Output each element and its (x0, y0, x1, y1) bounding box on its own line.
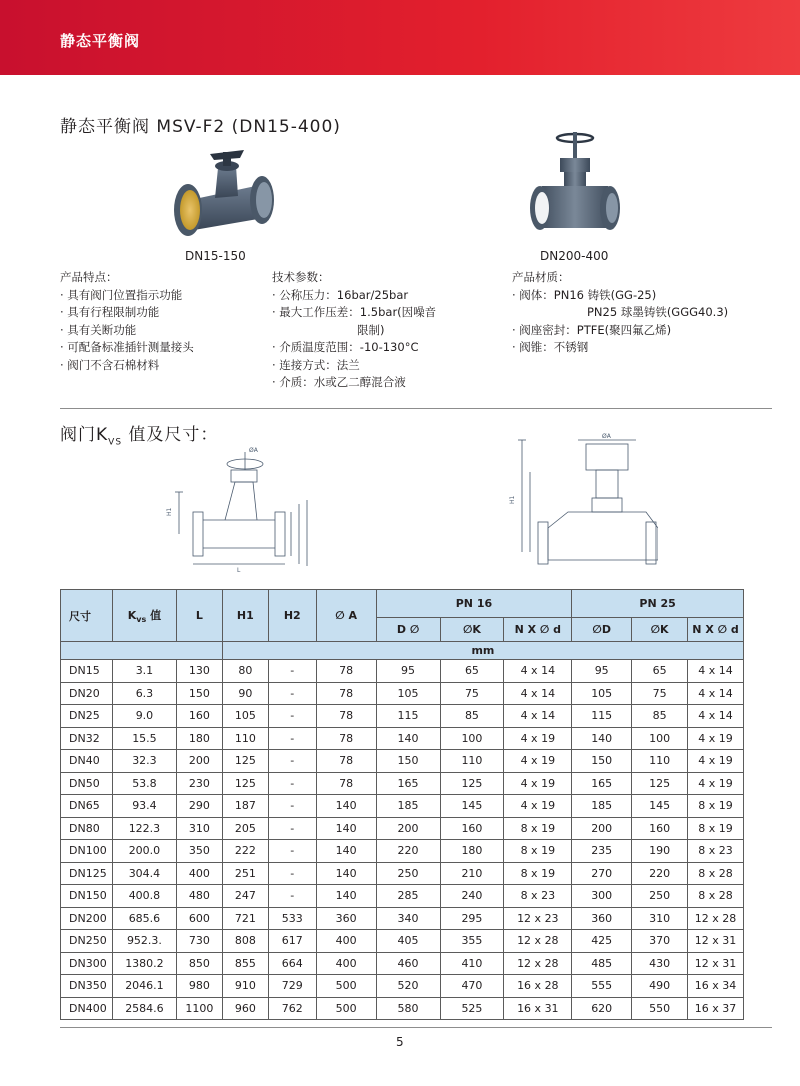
table-row (61, 660, 744, 683)
table-cell: 65 (440, 660, 504, 683)
table-cell: 730 (176, 930, 222, 953)
table-cell: 78 (316, 682, 376, 705)
table-cell: 110 (632, 750, 688, 773)
table-cell: DN40 (61, 750, 113, 773)
table-cell: 165 (376, 772, 440, 795)
feature-item: · 具有阀门位置指示功能 (60, 287, 183, 302)
table-cell: 310 (632, 907, 688, 930)
table-cell: - (268, 772, 316, 795)
section-title: 静态平衡阀 (60, 32, 141, 50)
product-title: 静态平衡阀 MSV-F2 (DN15-400) (60, 117, 341, 137)
table-cell: 78 (316, 727, 376, 750)
table-cell: 85 (632, 705, 688, 728)
svg-text:ØA: ØA (249, 447, 258, 454)
table-cell: 78 (316, 772, 376, 795)
col-n25-header: N X ∅ d (688, 618, 744, 642)
table-cell: 4 x 19 (504, 772, 572, 795)
table-cell: 355 (440, 930, 504, 953)
table-cell: DN300 (61, 952, 113, 975)
table-cell: 12 x 31 (688, 930, 744, 953)
kvs-dimension-table (60, 589, 744, 1020)
table-cell: DN65 (61, 795, 113, 818)
table-cell: DN15 (61, 660, 113, 683)
table-cell: 500 (316, 975, 376, 998)
table-cell: 405 (376, 930, 440, 953)
table-cell: 721 (222, 907, 268, 930)
table-cell: 410 (440, 952, 504, 975)
table-cell: 250 (376, 862, 440, 885)
table-cell: 4 x 19 (504, 750, 572, 773)
table-cell: 12 x 31 (688, 952, 744, 975)
table-cell: DN100 (61, 840, 113, 863)
table-cell: - (268, 682, 316, 705)
table-cell: 200 (376, 817, 440, 840)
table-cell: 160 (440, 817, 504, 840)
table-cell: 6.3 (112, 682, 176, 705)
table-cell: 664 (268, 952, 316, 975)
table-row (61, 817, 744, 840)
table-cell: 4 x 14 (504, 705, 572, 728)
table-row (61, 885, 744, 908)
table-cell: 200.0 (112, 840, 176, 863)
table-cell: 617 (268, 930, 316, 953)
table-cell: 425 (572, 930, 632, 953)
table-cell: 1380.2 (112, 952, 176, 975)
table-cell: 4 x 19 (688, 772, 744, 795)
page-number: 5 (396, 1035, 404, 1049)
table-cell: 190 (632, 840, 688, 863)
tech-item: · 介质：水或乙二醇混合液 (272, 375, 406, 389)
feature-item: · 阀门不含石棉材料 (60, 357, 160, 372)
table-cell: 95 (376, 660, 440, 683)
table-cell: 125 (440, 772, 504, 795)
table-cell: 140 (316, 862, 376, 885)
table-cell: 15.5 (112, 727, 176, 750)
table-cell: 8 x 19 (504, 862, 572, 885)
footer-divider (60, 1027, 772, 1028)
table-cell: - (268, 885, 316, 908)
tech-item: 限制) (357, 322, 385, 337)
table-cell: 4 x 14 (688, 682, 744, 705)
table-cell: 140 (316, 817, 376, 840)
table-cell: 205 (222, 817, 268, 840)
table-cell: 130 (176, 660, 222, 683)
table-cell: 105 (376, 682, 440, 705)
table-cell: 160 (632, 817, 688, 840)
table-cell: 93.4 (112, 795, 176, 818)
col-h1-header: H1 (222, 590, 268, 642)
table-cell: 165 (572, 772, 632, 795)
table-cell: 8 x 19 (688, 817, 744, 840)
table-cell: 230 (176, 772, 222, 795)
table-cell: DN200 (61, 907, 113, 930)
table-cell: 400 (316, 930, 376, 953)
table-cell: 250 (632, 885, 688, 908)
table-cell: 85 (440, 705, 504, 728)
table-cell: 110 (440, 750, 504, 773)
table-cell: DN80 (61, 817, 113, 840)
table-cell: DN250 (61, 930, 113, 953)
col-n16-header: N X ∅ d (504, 618, 572, 642)
table-cell: 110 (222, 727, 268, 750)
features-heading: 产品特点： (60, 270, 118, 284)
table-cell: 200 (572, 817, 632, 840)
material-item: · 阀体：PN16 铸铁(GG-25) (512, 287, 657, 302)
table-cell: 122.3 (112, 817, 176, 840)
table-cell: 952.3. (112, 930, 176, 953)
table-cell: 12 x 23 (504, 907, 572, 930)
table-cell: 220 (632, 862, 688, 885)
table-cell: DN32 (61, 727, 113, 750)
feature-item: · 具有关断功能 (60, 322, 137, 337)
table-row (61, 862, 744, 885)
table-cell: 160 (176, 705, 222, 728)
col-d25-header: ∅D (572, 618, 632, 642)
table-cell: 2046.1 (112, 975, 176, 998)
table-row (61, 795, 744, 818)
table-row (61, 840, 744, 863)
table-cell: 4 x 14 (688, 705, 744, 728)
table-cell: 185 (376, 795, 440, 818)
unit-header: mm (222, 642, 743, 660)
table-cell: 78 (316, 660, 376, 683)
svg-text:L: L (237, 567, 241, 572)
table-cell: 1100 (176, 997, 222, 1020)
table-cell: 12 x 28 (504, 930, 572, 953)
table-cell: 185 (572, 795, 632, 818)
table-cell: 555 (572, 975, 632, 998)
table-row (61, 682, 744, 705)
col-a-header: ∅ A (316, 590, 376, 642)
table-cell: 300 (572, 885, 632, 908)
table-cell: 8 x 28 (688, 885, 744, 908)
table-cell: 910 (222, 975, 268, 998)
table-cell: 78 (316, 750, 376, 773)
features-list (60, 269, 260, 374)
table-cell: 550 (632, 997, 688, 1020)
table-cell: DN125 (61, 862, 113, 885)
table-cell: 400.8 (112, 885, 176, 908)
table-cell: DN400 (61, 997, 113, 1020)
table-cell: 8 x 19 (504, 840, 572, 863)
table-body (61, 660, 744, 1020)
table-cell: DN20 (61, 682, 113, 705)
table-cell: 8 x 23 (504, 885, 572, 908)
valve-drawing-large (508, 432, 658, 572)
table-cell: 525 (440, 997, 504, 1020)
materials-heading: 产品材质： (512, 270, 570, 284)
table-cell: 16 x 28 (504, 975, 572, 998)
table-cell: 430 (632, 952, 688, 975)
table-cell: 310 (176, 817, 222, 840)
table-cell: 75 (632, 682, 688, 705)
table-cell: 4 x 14 (504, 682, 572, 705)
feature-item: · 具有行程限制功能 (60, 305, 160, 319)
table-cell: 80 (222, 660, 268, 683)
table-cell: 4 x 19 (504, 795, 572, 818)
table-cell: DN25 (61, 705, 113, 728)
table-cell: - (268, 660, 316, 683)
table-cell: 16 x 31 (504, 997, 572, 1020)
table-cell: 125 (632, 772, 688, 795)
table-cell: - (268, 840, 316, 863)
table-cell: 850 (176, 952, 222, 975)
table-row (61, 930, 744, 953)
table-cell: 3.1 (112, 660, 176, 683)
valve-photo-small (160, 140, 290, 240)
table-cell: 16 x 34 (688, 975, 744, 998)
table-cell: 140 (376, 727, 440, 750)
table-cell: 304.4 (112, 862, 176, 885)
section-divider (60, 408, 772, 409)
table-cell: 145 (440, 795, 504, 818)
table-cell: 200 (176, 750, 222, 773)
table-cell: 4 x 19 (688, 750, 744, 773)
table-cell: - (268, 727, 316, 750)
table-cell: 270 (572, 862, 632, 885)
table-cell: 140 (316, 885, 376, 908)
table-cell: 8 x 19 (688, 795, 744, 818)
table-cell: 12 x 28 (504, 952, 572, 975)
table-cell: 960 (222, 997, 268, 1020)
table-cell: 480 (176, 885, 222, 908)
table-cell: 251 (222, 862, 268, 885)
tech-item: · 连接方式：法兰 (272, 357, 360, 372)
table-cell: 360 (316, 907, 376, 930)
table-cell: 150 (176, 682, 222, 705)
col-l-header: L (176, 590, 222, 642)
table-cell: 75 (440, 682, 504, 705)
table-cell: 145 (632, 795, 688, 818)
table-cell: 285 (376, 885, 440, 908)
table-cell: - (268, 795, 316, 818)
table-cell: 4 x 14 (688, 660, 744, 683)
table-cell: 115 (572, 705, 632, 728)
table-cell: 9.0 (112, 705, 176, 728)
table-cell: 808 (222, 930, 268, 953)
tech-spec-list (272, 269, 502, 392)
table-cell: 140 (316, 840, 376, 863)
col-k16-header: ∅K (440, 618, 504, 642)
table-cell: 240 (440, 885, 504, 908)
table-cell: 90 (222, 682, 268, 705)
table-cell: 490 (632, 975, 688, 998)
table-cell: 78 (316, 705, 376, 728)
table-cell: 115 (376, 705, 440, 728)
unit-spacer (61, 642, 223, 660)
table-cell: 247 (222, 885, 268, 908)
table-cell: 980 (176, 975, 222, 998)
table-cell: 533 (268, 907, 316, 930)
table-cell: 620 (572, 997, 632, 1020)
kvs-title-text-a: 阀门K (60, 425, 109, 445)
material-item: PN25 球墨铸铁(GGG40.3) (587, 305, 729, 319)
valve-drawing-small (165, 442, 325, 572)
svg-text:H1: H1 (509, 495, 516, 504)
table-cell: - (268, 817, 316, 840)
table-row (61, 772, 744, 795)
col-kvs-header (112, 590, 176, 642)
table-cell: 580 (376, 997, 440, 1020)
table-cell: 12 x 28 (688, 907, 744, 930)
table-cell: 180 (176, 727, 222, 750)
table-cell: 210 (440, 862, 504, 885)
kvs-header-suffix: 值 (146, 608, 162, 622)
material-item: · 阀锥：不锈钢 (512, 340, 589, 354)
table-cell: 350 (176, 840, 222, 863)
table-cell: 105 (222, 705, 268, 728)
svg-text:H1: H1 (166, 507, 173, 516)
tech-item: · 公称压力：16bar/25bar (272, 287, 409, 302)
materials-list (512, 269, 772, 357)
kvs-header-k: K (127, 608, 137, 622)
table-cell: 500 (316, 997, 376, 1020)
tech-item: · 最大工作压差：1.5bar(因噪音 (272, 305, 437, 319)
table-cell: 8 x 19 (504, 817, 572, 840)
material-item: · 阀座密封：PTFE(聚四氟乙烯) (512, 322, 672, 337)
table-cell: 150 (572, 750, 632, 773)
header-banner (0, 0, 800, 75)
table-cell: 8 x 23 (688, 840, 744, 863)
table-row (61, 997, 744, 1020)
table-cell: 65 (632, 660, 688, 683)
kvs-title-text-b: 值及尺寸： (122, 425, 219, 445)
table-cell: 4 x 19 (504, 727, 572, 750)
col-k25-header: ∅K (632, 618, 688, 642)
table-cell: 4 x 19 (688, 727, 744, 750)
table-row (61, 952, 744, 975)
valve-photo-large (520, 128, 630, 240)
tech-item: · 介质温度范围：-10-130°C (272, 340, 419, 354)
table-cell: 340 (376, 907, 440, 930)
kvs-header-sub: vs (136, 615, 147, 625)
table-row (61, 907, 744, 930)
table-cell: 470 (440, 975, 504, 998)
table-cell: 8 x 28 (688, 862, 744, 885)
table-cell: 150 (376, 750, 440, 773)
table-cell: 520 (376, 975, 440, 998)
table-cell: 235 (572, 840, 632, 863)
tech-heading: 技术参数： (272, 270, 330, 284)
col-d16-header: D ∅ (376, 618, 440, 642)
pn16-header: PN 16 (376, 590, 572, 618)
table-cell: 295 (440, 907, 504, 930)
table-cell: 370 (632, 930, 688, 953)
col-size-header: 尺寸 (61, 590, 113, 642)
table-cell: 400 (316, 952, 376, 975)
caption-small-valve: DN15-150 (185, 249, 246, 263)
table-cell: - (268, 862, 316, 885)
table-cell: 400 (176, 862, 222, 885)
table-cell: 105 (572, 682, 632, 705)
table-cell: 53.8 (112, 772, 176, 795)
table-row (61, 750, 744, 773)
table-cell: 100 (440, 727, 504, 750)
svg-text:ØA: ØA (602, 433, 611, 440)
table-cell: DN50 (61, 772, 113, 795)
col-h2-header: H2 (268, 590, 316, 642)
table-cell: - (268, 750, 316, 773)
table-cell: 125 (222, 750, 268, 773)
table-cell: 222 (222, 840, 268, 863)
table-cell: 180 (440, 840, 504, 863)
table-cell: 290 (176, 795, 222, 818)
table-cell: DN350 (61, 975, 113, 998)
table-cell: 460 (376, 952, 440, 975)
caption-large-valve: DN200-400 (540, 249, 609, 263)
table-cell: 855 (222, 952, 268, 975)
kvs-title-sub: VS (108, 437, 123, 448)
table-cell: 100 (632, 727, 688, 750)
feature-item: · 可配备标准插针测量接头 (60, 340, 194, 354)
table-cell: 360 (572, 907, 632, 930)
table-cell: 762 (268, 997, 316, 1020)
pn25-header: PN 25 (572, 590, 744, 618)
table-cell: - (268, 705, 316, 728)
table-cell: 600 (176, 907, 222, 930)
table-cell: 2584.6 (112, 997, 176, 1020)
table-cell: 32.3 (112, 750, 176, 773)
table-cell: 140 (316, 795, 376, 818)
table-cell: DN150 (61, 885, 113, 908)
table-row (61, 975, 744, 998)
table-cell: 16 x 37 (688, 997, 744, 1020)
table-cell: 140 (572, 727, 632, 750)
table-cell: 729 (268, 975, 316, 998)
table-cell: 187 (222, 795, 268, 818)
table-cell: 4 x 14 (504, 660, 572, 683)
table-row (61, 727, 744, 750)
table-cell: 220 (376, 840, 440, 863)
table-cell: 125 (222, 772, 268, 795)
table-cell: 485 (572, 952, 632, 975)
table-cell: 95 (572, 660, 632, 683)
table-cell: 685.6 (112, 907, 176, 930)
table-row (61, 705, 744, 728)
